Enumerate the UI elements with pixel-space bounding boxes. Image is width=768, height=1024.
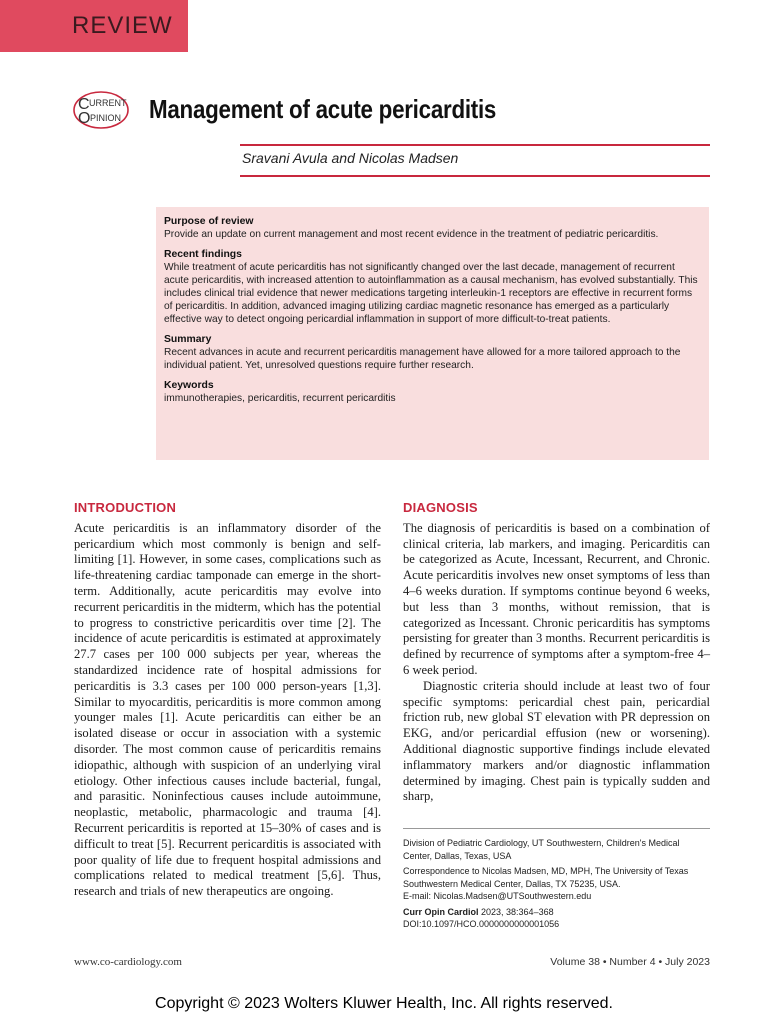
article-title: Management of acute pericarditis <box>149 94 497 124</box>
copyright-notice: Copyright © 2023 Wolters Kluwer Health, Inc. All rights reserved. <box>155 995 613 1012</box>
introduction-heading: INTRODUCTION <box>74 500 177 515</box>
footer-issue: Volume 38 • Number 4 • July 2023 <box>550 956 710 968</box>
diagnosis-section <box>403 500 710 805</box>
introduction-section <box>74 500 381 900</box>
affiliation-citation <box>403 906 710 931</box>
diagnosis-paragraph-2: Diagnostic criteria should include at least two of four specific symptoms: pericardial chest pain, pericardial friction rub, new global ST elevation with PR depression on EKG, and/or pericardial effusion (new or worsening). Additional diagnostic supportive findings include elevated inflammatory markers and/or diagnostic inflammation determined by imaging. Chest pain is typically sudden and sharp, <box>403 678 710 804</box>
introduction-text: Acute pericarditis is an inflammatory disorder of the pericardium which most commonly is benign and self-limiting [1]. However, in some cases, complications such as life-threatening cardiac tamponade can emerge in the short-term. Additionally, acute pericarditis may evolve into recurrent pericarditis in the midterm, which has the potential to progress to constrictive pericarditis over time [2]. The incidence of acute pericarditis is estimated at approximately 27.7 cases per 100 000 subjects per year, whereas the standardized incidence rate of hospital admissions for pericarditis is 3.3 cases per 100 000 person-years [1,3]. Similar to myocarditis, pericarditis is more common among younger males [1]. Acute pericarditis can either be an isolated disease or occur in association with a systemic disorder. The most common cause of pericarditis remains idiopathic, although with suspicion of an underlying viral etiology. Other infectious causes include bacterial, fungal, and parasitic. Noninfectious causes include autoimmune, neoplastic, metabolic, pharmacologic and trauma [4]. Recurrent pericarditis is reported at 15–30% of cases and is difficult to treat [5]. Recurrent pericarditis is associated with poor quality of life due to frequent hospital admissions and complications related to medical treatment [5,6]. Thus, research and trials of new therapeutics are ongoing. <box>74 520 381 899</box>
affiliation-block <box>403 828 710 934</box>
section-tab-label: REVIEW <box>72 12 173 39</box>
abstract-findings-text: While treatment of acute pericarditis has not significantly changed over the last decade, management of recurrent acute pericarditis, with increased attention to autoinflammation as a causal mechanism, has evolved substantially. This includes clinical trial evidence that newer medications targeting interleukin-1 receptors are effective in recurrent forms of pericarditis. In addition, advanced imaging utilizing cardiac magnetic resonance has emerged as a particularly effective way to detect ongoing pericardial inflammation in support of more difficult-to-treat patients. <box>164 262 698 325</box>
abstract-findings-heading: Recent findings <box>164 249 242 260</box>
affiliation-division: Division of Pediatric Cardiology, UT Southwestern, Children's Medical Center, Dallas, Texas, USA <box>403 838 680 861</box>
doi[interactable]: DOI:10.1097/HCO.0000000000001056 <box>403 919 560 929</box>
abstract-summary-text: Recent advances in acute and recurrent pericarditis management have allowed for a more tailored approach to the individual patient. Yet, unresolved questions require further research. <box>164 347 681 371</box>
authors: Sravani Avula and Nicolas Madsen <box>242 150 459 166</box>
title-rule-top <box>240 144 710 146</box>
abstract-summary-heading: Summary <box>164 334 212 345</box>
abstract-purpose-text: Provide an update on current management and most recent evidence in the treatment of pediatric pericarditis. <box>164 229 659 240</box>
title-rule-bottom <box>240 175 710 177</box>
affiliation-correspondence <box>403 865 710 903</box>
abstract-box <box>156 207 709 460</box>
section-tab <box>0 0 188 52</box>
journal-name: Curr Opin Cardiol <box>403 906 479 917</box>
citation-details: 2023, 38:364–368 <box>478 906 554 917</box>
current-opinion-logo <box>72 90 130 130</box>
logo-cap-c: C <box>78 96 90 113</box>
abstract-purpose-heading: Purpose of review <box>164 216 254 227</box>
abstract-keywords-heading: Keywords <box>164 380 214 391</box>
logo-line-2: PINION <box>90 113 122 123</box>
logo-line-1: URRENT <box>89 98 127 108</box>
footer-website[interactable]: www.co-cardiology.com <box>74 956 182 968</box>
correspondence-text: Correspondence to Nicolas Madsen, MD, MPH, The University of Texas Southwestern Medical Center, Dallas, TX 75235, USA. <box>403 866 689 889</box>
correspondence-email[interactable]: E-mail: Nicolas.Madsen@UTSouthwestern.edu <box>403 891 592 901</box>
abstract-keywords-text: immunotherapies, pericarditis, recurrent pericarditis <box>164 393 396 404</box>
diagnosis-paragraph-1: The diagnosis of pericarditis is based on a combination of clinical criteria, lab markers, and imaging. Pericarditis can be categorized as Acute, Incessant, Recurrent, and Chronic. Acute pericarditis involves new onset symptoms of less than 4–6 weeks duration. If symptoms continue beyond 6 weeks, but less than 3 months, without remission, that is categorized as Incessant. Chronic pericarditis has symptoms persisting for greater than 3 months. Recurrent pericarditis is defined by recurrence of symptoms after a symptom-free 4–6 week period. <box>403 520 710 677</box>
diagnosis-heading: DIAGNOSIS <box>403 500 478 515</box>
logo-cap-o: O <box>78 110 91 127</box>
